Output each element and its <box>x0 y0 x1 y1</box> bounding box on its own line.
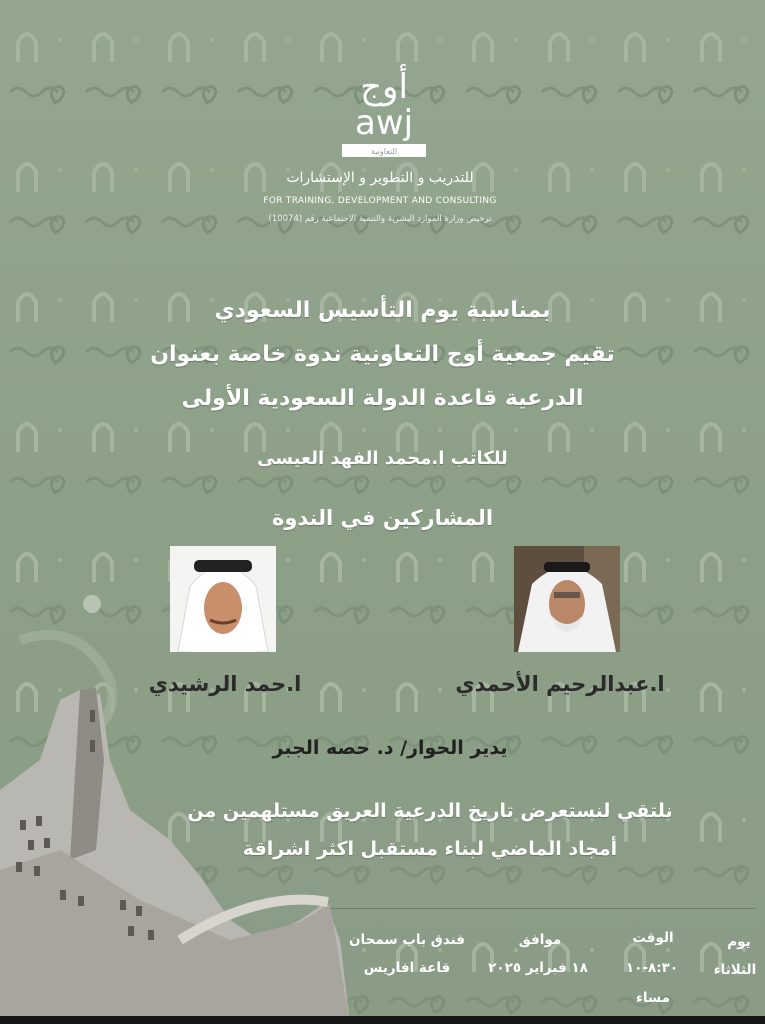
logo-badge: التعاونية <box>370 147 398 156</box>
license-text: ترخيص وزارة الموارد البشرية والتنمية الاجتماعية رقم (10074) <box>268 214 492 224</box>
logo-subtitle-english: FOR TRAINING, DEVELOPMENT AND CONSULTING <box>263 196 497 206</box>
tagline-line-1: نلتقي لنستعرض تاريخ الدرعية العريق مستلهمين من <box>187 800 673 822</box>
awj-logo <box>336 62 432 162</box>
schedule-venue-label: فندق باب سمحان <box>349 932 465 948</box>
schedule-time-value: ٨:٣٠-١٠ <box>625 960 679 976</box>
bottom-bar <box>0 1016 765 1024</box>
participants-heading: المشاركين في الندوة <box>271 506 494 530</box>
logo-latin-mark: awj <box>354 103 414 143</box>
author-line: للكاتب ا.محمد الفهد العيسى <box>257 448 508 469</box>
schedule-time-suffix: مساء <box>635 990 671 1006</box>
schedule-day-value: الثلاثاء <box>713 962 757 978</box>
headline-occasion: بمناسبة يوم التأسيس السعودي <box>214 298 551 323</box>
schedule-venue-value: قاعة افاريس <box>363 960 451 976</box>
schedule-divider <box>330 908 755 909</box>
schedule-time-label: الوقت <box>632 930 674 946</box>
logo-subtitle-arabic: للتدريب و التطوير و الإستشارات <box>286 170 474 186</box>
schedule-date-label: موافق <box>518 932 562 948</box>
participant-photo-right <box>514 546 620 652</box>
headline-organizer: تقيم جمعية أوج التعاونية ندوة خاصة بعنوان <box>150 342 615 367</box>
participant-name-right: ا.عبدالرحيم الأحمدي <box>455 672 665 696</box>
participant-name-left: ا.حمد الرشيدي <box>148 672 302 696</box>
headline-title: الدرعية قاعدة الدولة السعودية الأولى <box>181 386 584 411</box>
diriyah-fort-illustration <box>0 640 360 1024</box>
tagline-line-2: أمجاد الماضي لبناء مستقبل اكثر اشراقة <box>242 838 618 860</box>
participant-photo-left <box>170 546 276 652</box>
logo-arabic-mark: أوج <box>360 67 408 107</box>
schedule-day-label: يوم <box>727 934 751 950</box>
moderator-line: يدير الحوار/ د. حصه الجبر <box>272 737 508 759</box>
schedule-date-value: ١٨ فبراير ٢٠٢٥ <box>488 960 588 976</box>
